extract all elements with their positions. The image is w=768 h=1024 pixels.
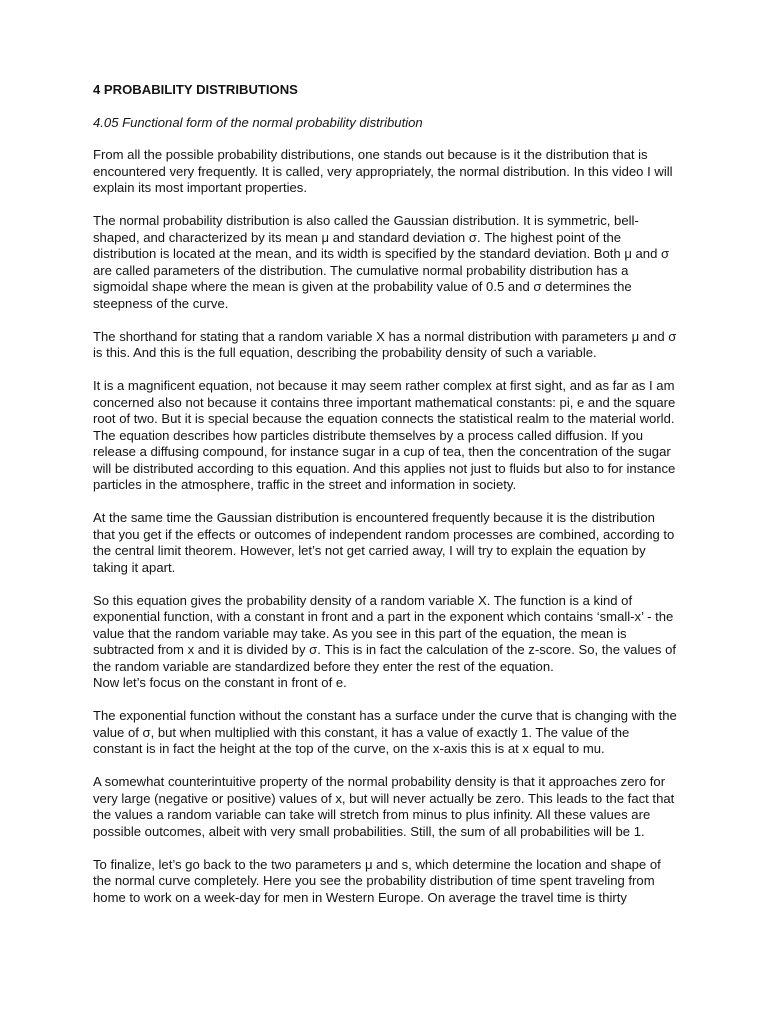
paragraph-text: So this equation gives the probability density of a random variable X. The function is a kind of exponential function, with a constant in front and a part in the exponent which contains ‘small-x’ - the value that the random variable may take. As you see in this part of the equation, the mean is subtracted from x and it is divided by σ. This is in fact the calculation of the z-score. So, the values of the random variable are standardized before they enter the rest of the equation. — [93, 592, 677, 674]
paragraph-text: The shorthand for stating that a random variable X has a normal distribution with parameters μ and σ is this. And this is the full equation, describing the probability density of such a variable. — [93, 328, 677, 360]
paragraph-text: The exponential function without the constant has a surface under the curve that is changing with the value of σ, but when multiplied with this constant, it has a value of exactly 1. The value of the constant is in fact the height at the top of the curve, on the x-axis this is at x equal to mu. — [93, 708, 677, 756]
section-heading: 4 PROBABILITY DISTRIBUTIONS — [93, 82, 298, 97]
paragraph-text: Now let’s focus on the constant in front of e. — [93, 675, 347, 690]
paragraph-text: From all the possible probability distributions, one stands out because is it the distribution that is encountered very frequently. It is called, very appropriately, the normal distribution. In this video I will explain its most important properties. — [93, 147, 673, 195]
paragraph-text: It is a magnificent equation, not because it may seem rather complex at first sight, and as far as I am concerned also not because it contains three important mathematical constants: pi, e and the square root of two. But it is special because the equation connects the statistical realm to the material world. The equation describes how particles distribute themselves by a process called diffusion. If you release a diffusing compound, for instance sugar in a cup of tea, then the concentration of the sugar will be distributed according to this equation. And this applies not just to fluids but also to for instance particles in the atmosphere, traffic in the street and information in society. — [93, 378, 676, 492]
paragraph-infinity — [93, 774, 678, 840]
paragraph-text: A somewhat counterintuitive property of the normal probability density is that it approaches zero for very large (negative or positive) values of x, but will never actually be zero. This leads to the fact that the values a random variable can take will stretch from minus to plus infinity. All these values are possible outcomes, albeit with very small probabilities. Still, the sum of all probabilities will be 1. — [93, 774, 675, 839]
paragraph-gaussian — [93, 213, 678, 312]
paragraph-central-limit — [93, 510, 678, 576]
paragraph-text: To finalize, let’s go back to the two parameters μ and s, which determine the location and shape of the normal curve completely. Here you see the probability distribution of time spent traveling from home to work on a week-day for men in Western Europe. On average the travel time is thirty — [93, 856, 661, 905]
paragraph-intro — [93, 147, 678, 197]
paragraph-text: The normal probability distribution is also called the Gaussian distribution. It is symmetric, bell-shaped, and characterized by its mean μ and standard deviation σ. The highest point of the distribution is located at the mean, and its width is specified by the standard deviation. Both μ and σ are called parameters of the distribution. The cumulative normal probability distribution has a sigmoidal shape where the mean is given at the probability value of 0.5 and σ determines the steepness of the curve. — [93, 213, 670, 311]
document-page — [93, 82, 678, 923]
paragraph-finalize — [93, 857, 678, 907]
paragraph-shorthand — [93, 329, 678, 362]
subsection-heading: 4.05 Functional form of the normal probability distribution — [93, 114, 423, 130]
paragraph-z-score — [93, 593, 678, 692]
paragraph-constant — [93, 708, 678, 758]
paragraph-text: At the same time the Gaussian distribution is encountered frequently because it is the distribution that you get if the effects or outcomes of independent random processes are combined, according to the central limit theorem. However, let’s not get carried away, I will try to explain the equation by taking it apart. — [93, 510, 675, 575]
paragraph-magnificent — [93, 378, 678, 494]
